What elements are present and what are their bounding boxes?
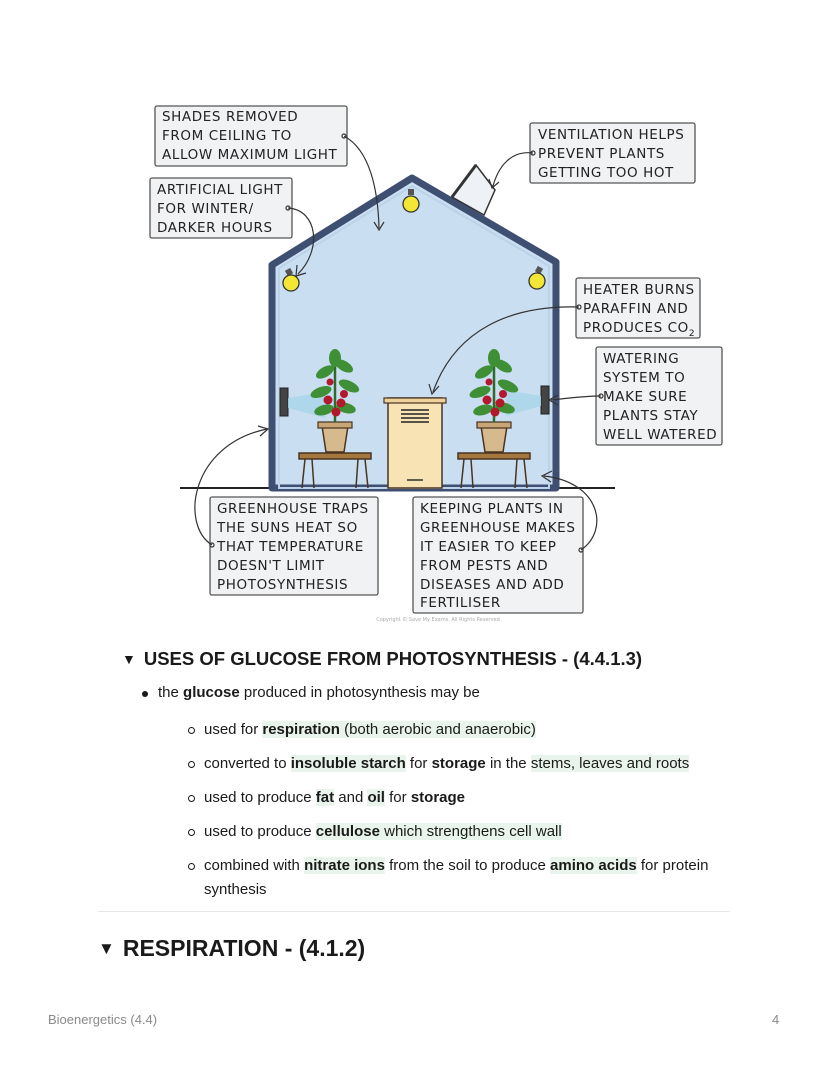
svg-text:MAKE SURE: MAKE SURE [603,389,688,405]
svg-text:FOR WINTER/: FOR WINTER/ [157,201,254,217]
heading-text: RESPIRATION - (4.1.2) [122,935,366,961]
svg-text:FROM CEILING TO: FROM CEILING TO [162,128,292,144]
collapse-triangle-icon[interactable]: ▼ [98,938,115,958]
svg-text:FROM PESTS AND: FROM PESTS AND [420,558,549,574]
svg-text:PRODUCES CO2: PRODUCES $CO_2$ [583,320,696,339]
svg-text:KEEPING PLANTS IN: KEEPING PLANTS IN [420,501,564,517]
callout-watering [596,347,722,445]
svg-text:GREENHOUSE TRAPS: GREENHOUSE TRAPS [217,501,369,517]
svg-text:THAT TEMPERATURE: THAT TEMPERATURE [217,539,364,555]
section-heading-glucose[interactable] [122,648,642,670]
callout-shades [155,106,347,166]
svg-text:IT EASIER TO KEEP: IT EASIER TO KEEP [420,539,557,555]
callout-greenhouse-traps [210,497,378,595]
svg-text:DISEASES AND ADD: DISEASES AND ADD [420,577,565,593]
list-item: used for respiration (both aerobic and anaerobic) [188,718,748,742]
collapse-triangle-icon[interactable]: ▼ [122,651,136,667]
svg-text:THE SUNS HEAT SO: THE SUNS HEAT SO [217,520,358,536]
svg-text:DOESN'T LIMIT: DOESN'T LIMIT [217,558,325,574]
svg-text:HEATER BURNS: HEATER BURNS [583,282,695,298]
glucose-uses-list [188,718,748,912]
list-item: used to produce fat and oil for storage [188,786,748,810]
svg-text:WELL WATERED: WELL WATERED [603,427,718,443]
svg-text:DARKER HOURS: DARKER HOURS [157,220,273,236]
svg-text:GREENHOUSE MAKES: GREENHOUSE MAKES [420,520,576,536]
section-heading-respiration[interactable] [98,935,365,962]
heading-text: USES OF GLUCOSE FROM PHOTOSYNTHESIS - (4.4.1.3) [143,648,643,669]
list-item: used to produce cellulose which strengthens cell wall [188,820,748,844]
section-divider [98,911,730,912]
svg-text:GETTING TOO HOT: GETTING TOO HOT [538,165,674,181]
svg-text:SYSTEM TO: SYSTEM TO [603,370,686,386]
paraffin-heater [384,398,446,488]
footer-title: Bioenergetics (4.4) [48,1012,158,1027]
svg-text:PARAFFIN AND: PARAFFIN AND [583,301,689,317]
callout-keeping-plants [413,497,583,613]
callout-ventilation [530,123,695,183]
list-item: combined with nitrate ions from the soil to produce amino acids for protein synthesis [188,854,748,902]
svg-text:PHOTOSYNTHESIS: PHOTOSYNTHESIS [217,577,349,593]
copyright-notice: Copyright © Save My Exams. All Rights Reserved [376,617,500,623]
svg-text:ARTIFICIAL LIGHT: ARTIFICIAL LIGHT [157,182,284,198]
svg-text:VENTILATION HELPS: VENTILATION HELPS [538,127,685,143]
list-item: converted to insoluble starch for storage in the stems, leaves and roots [188,752,748,776]
svg-text:SHADES REMOVED: SHADES REMOVED [162,109,299,125]
page-number: 4 [772,1012,780,1027]
callout-artificial-light [150,178,292,238]
glucose-intro: the glucose produced in photosynthesis may be [158,684,480,701]
svg-text:FERTILISER: FERTILISER [420,595,501,611]
callout-heater [576,278,700,339]
svg-text:ALLOW MAXIMUM LIGHT: ALLOW MAXIMUM LIGHT [162,147,338,163]
svg-text:WATERING: WATERING [603,351,680,367]
svg-text:PLANTS STAY: PLANTS STAY [603,408,699,424]
svg-text:PREVENT PLANTS: PREVENT PLANTS [538,146,665,162]
